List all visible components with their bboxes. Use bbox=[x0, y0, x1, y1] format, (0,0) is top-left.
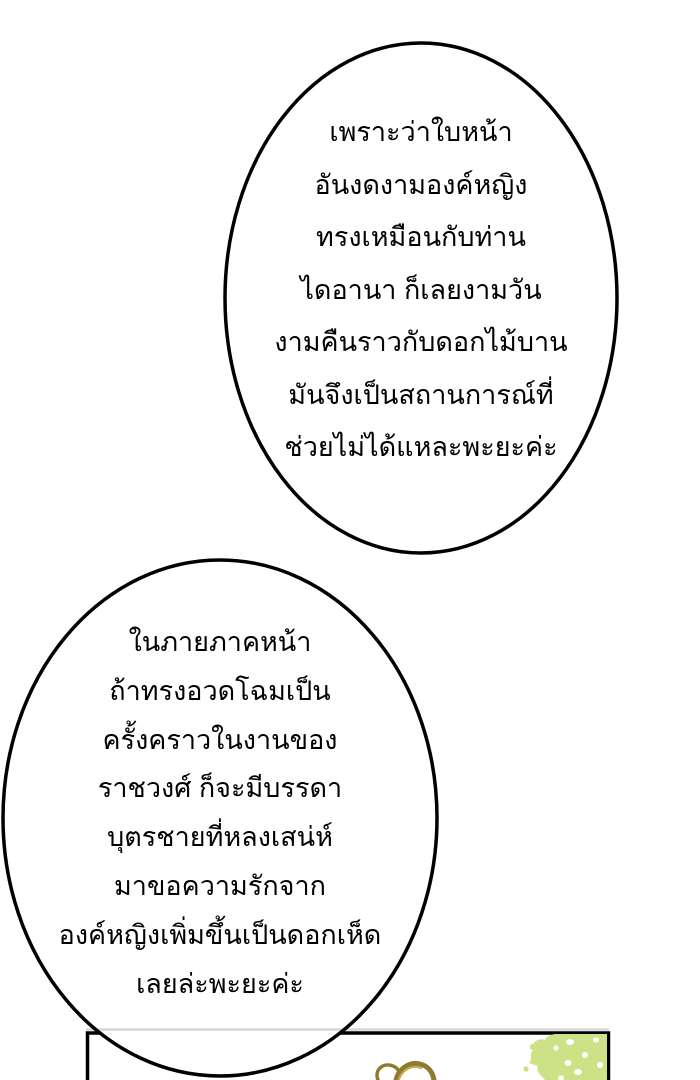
bubble-text-line: บุตรชายที่หลงเสน่ห์ bbox=[107, 822, 333, 853]
foliage-speck bbox=[530, 1044, 536, 1050]
foliage-hole bbox=[565, 1060, 572, 1066]
foliage-hole bbox=[582, 1052, 588, 1058]
bubble-text-line: ไดอานา ก็เลยงามวัน bbox=[300, 274, 542, 305]
bubble-text-line: มาขอความรักจาก bbox=[114, 870, 326, 901]
foliage-hole bbox=[597, 1062, 603, 1068]
bubble-text-line: ถ้าทรงอวดโฉมเป็น bbox=[109, 675, 331, 706]
bubble-text-line: อันงดงามองค์หญิง bbox=[314, 169, 528, 200]
foliage-speck bbox=[523, 1066, 528, 1071]
foliage-hole bbox=[566, 1039, 574, 1045]
bubble-text-line: ช่วยไม่ได้แหละพะยะค่ะ bbox=[284, 432, 558, 462]
foliage-hole bbox=[574, 1069, 582, 1075]
speech-bubble-bottom-fill bbox=[3, 560, 437, 1076]
bubble-text-line: ครั้งคราวในงานของ bbox=[102, 724, 338, 755]
bubble-text-line: ในภายภาคหน้า bbox=[128, 627, 312, 657]
bubble-text-line: ราชวงศ์ ก็จะมีบรรดา bbox=[97, 773, 343, 804]
bubble-text-line: เพราะว่าใบหน้า bbox=[329, 117, 513, 147]
bubble-text-line: ทรงเหมือนกับท่าน bbox=[316, 222, 526, 252]
bubble-text-line: มันจึงเป็นสถานการณ์ที่ bbox=[288, 379, 554, 410]
speech-bubble-top bbox=[225, 43, 617, 553]
bubble-text-line: เลยล่ะพะยะค่ะ bbox=[136, 968, 304, 999]
foliage-hole bbox=[593, 1038, 599, 1043]
bubble-text-line: งามคืนราวกับดอกไม้บาน bbox=[274, 327, 568, 357]
foliage-hole bbox=[554, 1046, 559, 1051]
foliage-speck bbox=[544, 1054, 550, 1060]
bubble-text-line: องค์หญิงเพิ่มขึ้นเป็นดอกเห็ด bbox=[58, 919, 382, 950]
